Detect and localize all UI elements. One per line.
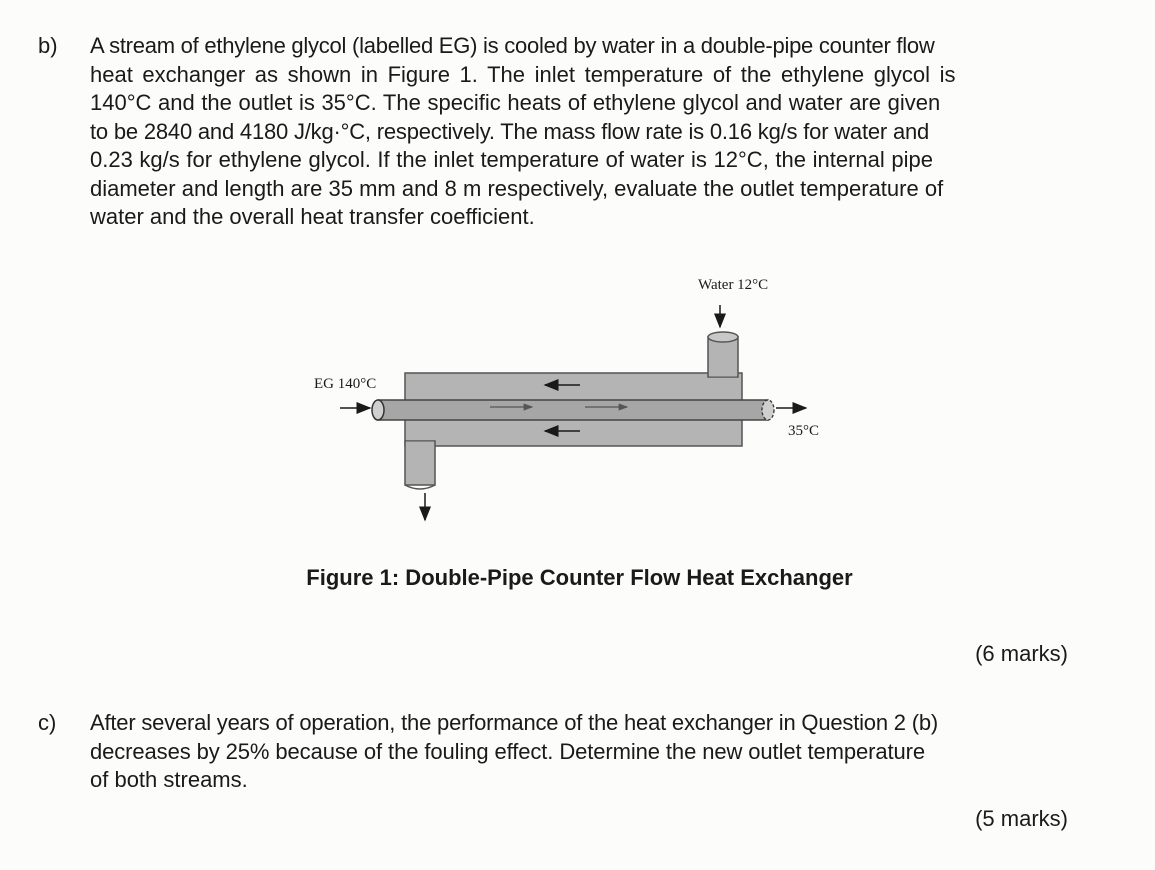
question-b-line: water and the overall heat transfer coefficient. — [90, 204, 535, 229]
question-c-text — [90, 709, 1070, 795]
question-b-line: A stream of ethylene glycol (labelled EG) is cooled by water in a double-pipe counter flow — [90, 33, 935, 58]
question-b-label: b) — [38, 33, 58, 58]
question-b-line: 140°C and the outlet is 35°C. The specific heats of ethylene glycol and water are given — [90, 90, 941, 115]
inner-tube — [372, 400, 774, 420]
eg-outlet-label: 35°C — [788, 423, 820, 439]
heat-exchanger-diagram — [300, 265, 860, 535]
question-b-text — [90, 32, 1070, 232]
question-b-line: heat exchanger as shown in Figure 1. The inlet temperature of the ethylene glycol is — [90, 61, 956, 87]
question-c-line: of both streams. — [90, 767, 248, 792]
figure-caption: Figure 1: Double-Pipe Counter Flow Heat Exchanger — [306, 565, 853, 590]
question-b-line: to be 2840 and 4180 J/kg·°C, respectively. The mass flow rate is 0.16 kg/s for water and — [90, 118, 930, 144]
question-c-line: After several years of operation, the performance of the heat exchanger in Question 2 (b) — [90, 710, 939, 735]
question-b-line: diameter and length are 35 mm and 8 m respectively, evaluate the outlet temperature of — [90, 175, 944, 201]
eg-inlet-label: EG 140°C — [314, 376, 377, 392]
water-inlet-label: Water 12°C — [698, 277, 769, 293]
question-c-line: decreases by 25% because of the fouling effect. Determine the new outlet temperature — [90, 738, 926, 764]
question-b-line: 0.23 kg/s for ethylene glycol. If the inlet temperature of water is 12°C, the internal pipe — [90, 147, 933, 172]
question-c-label: c) — [38, 710, 57, 735]
question-c-marks: (5 marks) — [975, 806, 1068, 831]
question-b-marks: (6 marks) — [975, 641, 1068, 666]
